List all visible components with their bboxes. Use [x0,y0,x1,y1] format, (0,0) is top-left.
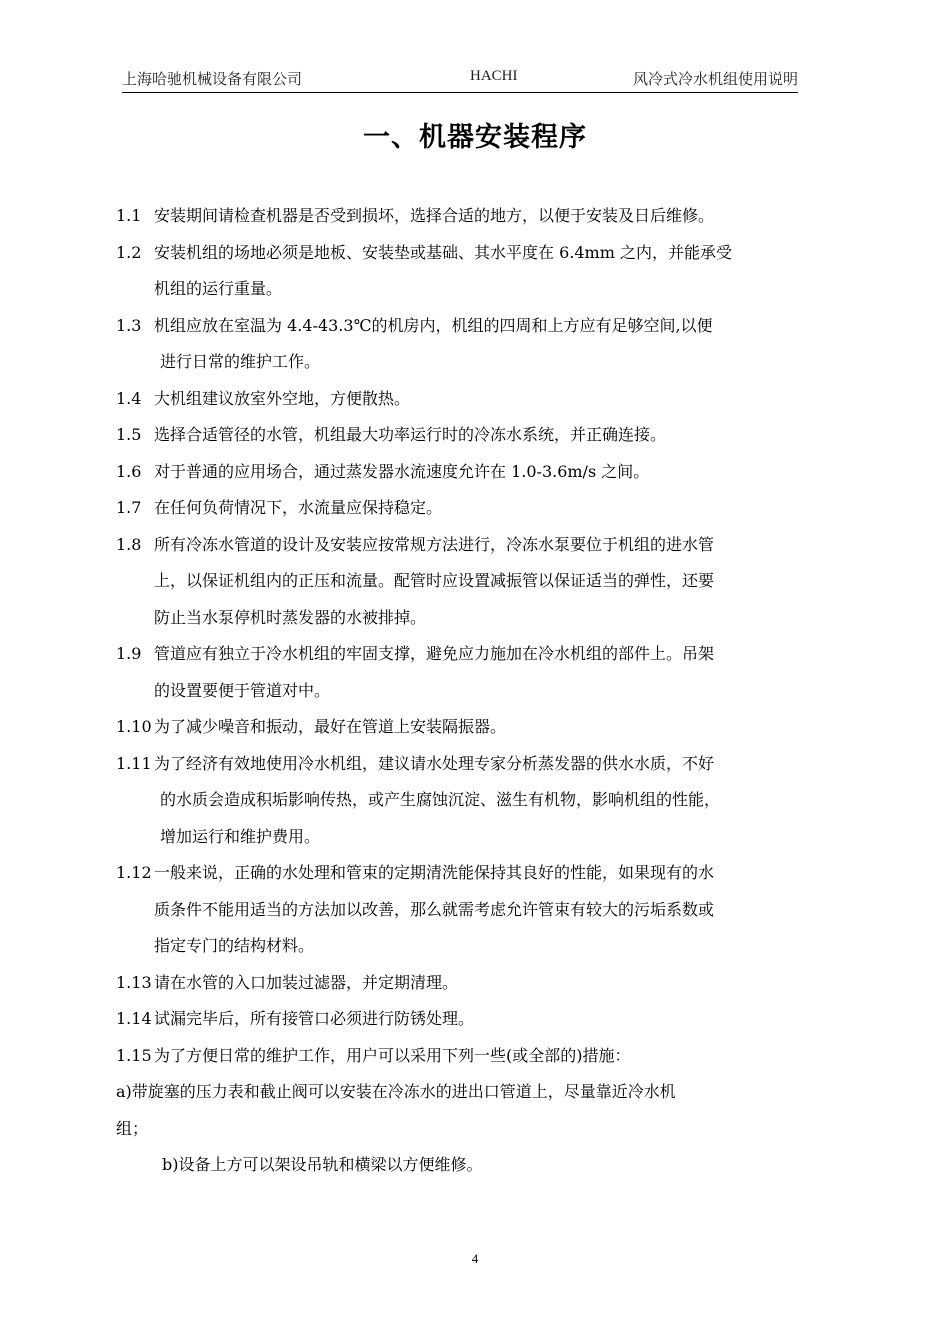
item-text: 对于普通的应用场合，通过蒸发器水流速度允许在 1.0-3.6m/s 之间。 [154,461,650,481]
item-number: 1.1 [116,206,142,225]
header-manual-title: 风冷式冷水机组使用说明 [632,70,798,88]
item-text: 大机组建议放室外空地，方便散热。 [154,388,411,408]
list-item [116,490,832,527]
item-number: 1.15 [116,1045,152,1065]
item-text: 的水质会造成积垢影响传热，或产生腐蚀沉淀、滋生有机物，影响机组的性能， [160,790,721,809]
list-item [116,1001,832,1038]
page-header [122,66,798,93]
item-text: 安装期间请检查机器是否受到损坏，选择合适的地方，以便于安装及日后维修。 [154,206,715,225]
item-text: 增加运行和维护费用。 [160,826,321,846]
list-item [116,308,832,381]
list-item [116,746,832,856]
section-title: 一、机器安装程序 [363,122,587,153]
item-number: 1.10 [116,717,152,736]
item-number: 1.4 [116,388,142,408]
item-text: 防止当水泵停机时蒸发器的水被排掉。 [154,607,427,627]
list-item [116,454,832,491]
item-number: 1.6 [116,461,142,481]
item-number: 1.12 [116,863,152,882]
page-number: 4 [471,1251,479,1266]
sub-item-b [116,1147,832,1184]
item-number: 1.14 [116,1009,152,1028]
item-number: 1.8 [116,534,142,554]
item-number: 1.2 [116,242,142,262]
header-brand: HACHI [470,68,518,84]
item-number: 1.3 [116,315,142,335]
item-text: 机组的运行重量。 [154,279,283,298]
item-text: 请在水管的入口加装过滤器，并定期清理。 [154,972,459,992]
list-item [116,636,832,709]
item-number: 1.9 [116,644,142,663]
sub-item-a [116,1074,832,1147]
item-text: 指定专门的结构材料。 [154,936,315,955]
list-item [116,381,832,418]
item-text: 为了方便日常的维护工作，用户可以采用下列一些(或全部的)措施： [154,1045,631,1065]
item-text: 安装机组的场地必须是地板、安装垫或基础、其水平度在 6.4mm 之内，并能承受 [154,242,732,262]
list-item [116,709,832,746]
list-item [116,527,832,637]
item-number: 1.13 [116,972,152,992]
item-text: 选择合适管径的水管，机组最大功率运行时的冷冻水系统，并正确连接。 [154,425,667,444]
header-company-name: 上海哈驰机械设备有限公司 [122,70,303,88]
sub-item-text: 组； [116,1118,149,1138]
item-number: 1.5 [116,425,142,444]
sub-item-text: a)带旋塞的压力表和截止阀可以安装在冷冻水的进出口管道上，尽量靠近冷水机 [116,1082,676,1101]
item-text: 机组应放在室温为 4.4-43.3℃的机房内，机组的四周和上方应有足够空间,以便 [154,315,713,335]
list-item [116,855,832,965]
list-item [116,417,832,454]
item-text: 一般来说，正确的水处理和管束的定期清洗能保持其良好的性能，如果现有的水 [154,863,715,882]
item-text: 在任何负荷情况下，水流量应保持稳定。 [154,498,443,517]
item-text: 所有冷冻水管道的设计及安装应按常规方法进行，冷冻水泵要位于机组的进水管 [154,534,715,554]
item-text: 试漏完毕后，所有接管口必须进行防锈处理。 [154,1009,475,1028]
list-item [116,1038,832,1075]
sub-item-text: b)设备上方可以架设吊轨和横梁以方便维修。 [162,1155,483,1174]
item-text: 为了减少噪音和振动，最好在管道上安装隔振器。 [154,717,507,736]
list-item [116,198,832,235]
item-text: 为了经济有效地使用冷水机组，建议请水处理专家分析蒸发器的供水水质，不好 [154,753,715,773]
item-text: 质条件不能用适当的方法加以改善，那么就需考虑允许管束有较大的污垢系数或 [154,899,715,919]
item-text: 进行日常的维护工作。 [160,352,321,371]
list-item [116,235,832,308]
item-text: 管道应有独立于冷水机组的牢固支撑，避免应力施加在冷水机组的部件上。吊架 [154,644,715,663]
list-item [116,965,832,1002]
item-text: 的设置要便于管道对中。 [154,680,331,700]
item-text: 上，以保证机组内的正压和流量。配管时应设置减振管以保证适当的弹性，还要 [154,571,715,590]
item-number: 1.7 [116,498,142,517]
item-number: 1.11 [116,753,152,773]
instruction-list [116,198,832,1184]
